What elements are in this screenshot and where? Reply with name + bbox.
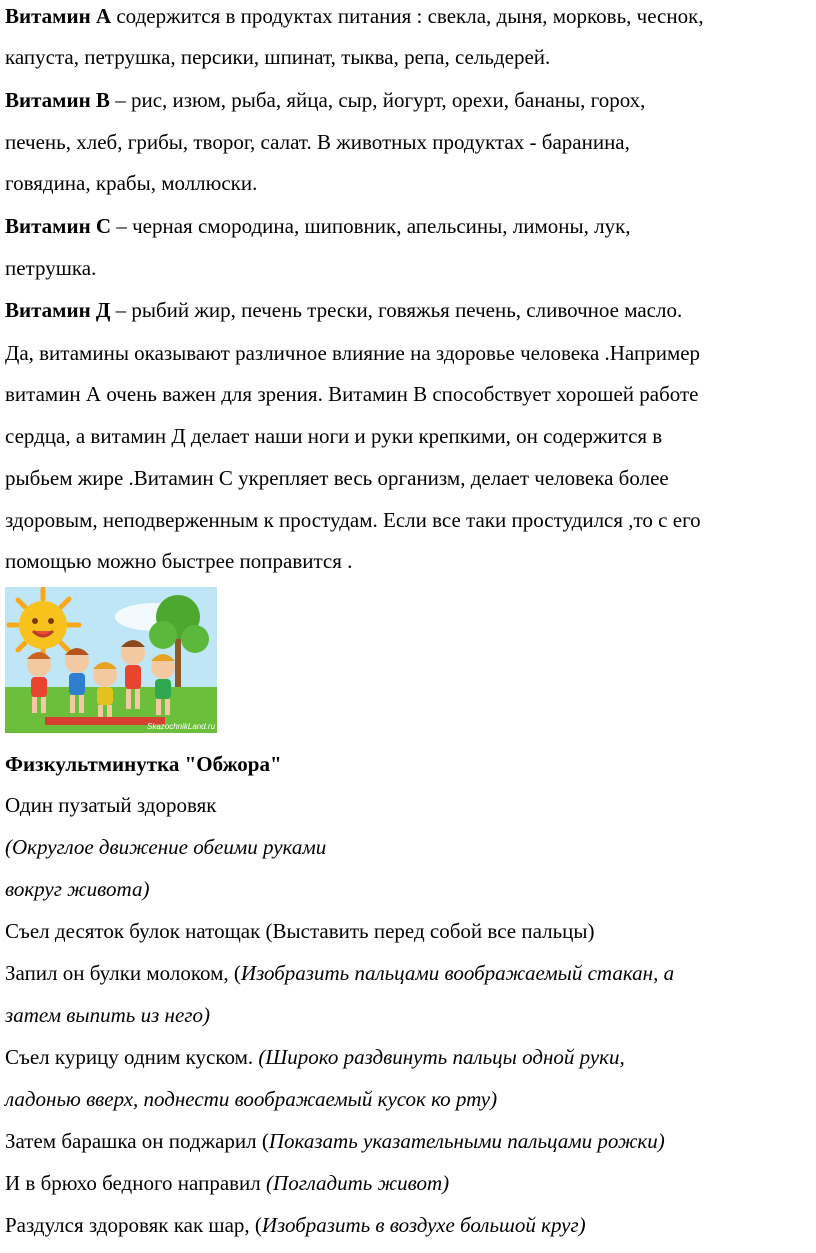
exercise-line: Один пузатый здоровяк	[5, 793, 217, 817]
vitamin-c-line-1: Витамин С – черная смородина, шиповник, апельсины, лимоны, лук,	[5, 214, 631, 238]
kids-exercise-illustration	[5, 587, 217, 733]
exercise-line: Запил он булки молоком, (Изобразить пальцами воображаемый стакан, а	[5, 961, 675, 985]
exercise-line: Съел десяток булок натощак (Выставить перед собой все пальцы)	[5, 919, 595, 943]
vitamin-b-label: Витамин В	[5, 88, 110, 112]
vitamin-b-line-3: говядина, крабы, моллюски.	[5, 171, 258, 195]
vitamin-c-line-2: петрушка.	[5, 256, 97, 280]
illustration-svg	[5, 587, 217, 733]
paragraph-line: здоровым, неподверженным к простудам. Если все таки простудился ,то с его	[5, 508, 701, 532]
exercise-line: затем выпить из него)	[5, 1003, 210, 1027]
exercise-line: Раздулся здоровяк как шар, (Изобразить в воздухе большой круг)	[5, 1213, 586, 1237]
exercise-title: Физкультминутка "Обжора"	[5, 752, 282, 776]
exercise-line: (Округлое движение обеими руками	[5, 835, 327, 859]
watermark: SkazochnikLand.ru	[147, 722, 216, 731]
vitamin-b-line-1: Витамин В – рис, изюм, рыба, яйца, сыр, йогурт, орехи, бананы, горох,	[5, 88, 646, 112]
exercise-line: Затем барашка он поджарил (Показать указательными пальцами рожки)	[5, 1129, 665, 1153]
exercise-line: вокруг живота)	[5, 877, 150, 901]
sun-icon	[9, 589, 79, 661]
vitamin-d-line-1: Витамин Д – рыбий жир, печень трески, говяжья печень, сливочное масло.	[5, 298, 683, 322]
paragraph-line: сердца, а витамин Д делает наши ноги и руки крепкими, он содержится в	[5, 424, 663, 448]
vitamin-c-label: Витамин С	[5, 214, 112, 238]
vitamin-d-label: Витамин Д	[5, 298, 111, 322]
paragraph-line: Да, витамины оказывают различное влияние на здоровье человека .Например	[5, 341, 701, 365]
exercise-line: И в брюхо бедного направил (Погладить живот)	[5, 1171, 450, 1195]
paragraph-line: рыбьем жире .Витамин С укрепляет весь организм, делает человека более	[5, 466, 669, 490]
vitamin-b-line-2: печень, хлеб, грибы, творог, салат. В животных продуктах - баранина,	[5, 130, 630, 154]
paragraph-line: витамин А очень важен для зрения. Витамин В способствует хорошей работе	[5, 382, 699, 406]
vitamin-a-line-1: Витамин А содержится в продуктах питания : свекла, дыня, морковь, чеснок,	[5, 4, 704, 28]
exercise-line: Съел курицу одним куском. (Широко раздвинуть пальцы одной руки,	[5, 1045, 625, 1069]
vitamin-a-line-2: капуста, петрушка, персики, шпинат, тыква, репа, сельдерей.	[5, 45, 551, 69]
exercise-line: ладонью вверх, поднести воображаемый кусок ко рту)	[5, 1087, 498, 1111]
vitamin-a-label: Витамин А	[5, 4, 112, 28]
paragraph-line: помощью можно быстрее поправится .	[5, 549, 353, 573]
